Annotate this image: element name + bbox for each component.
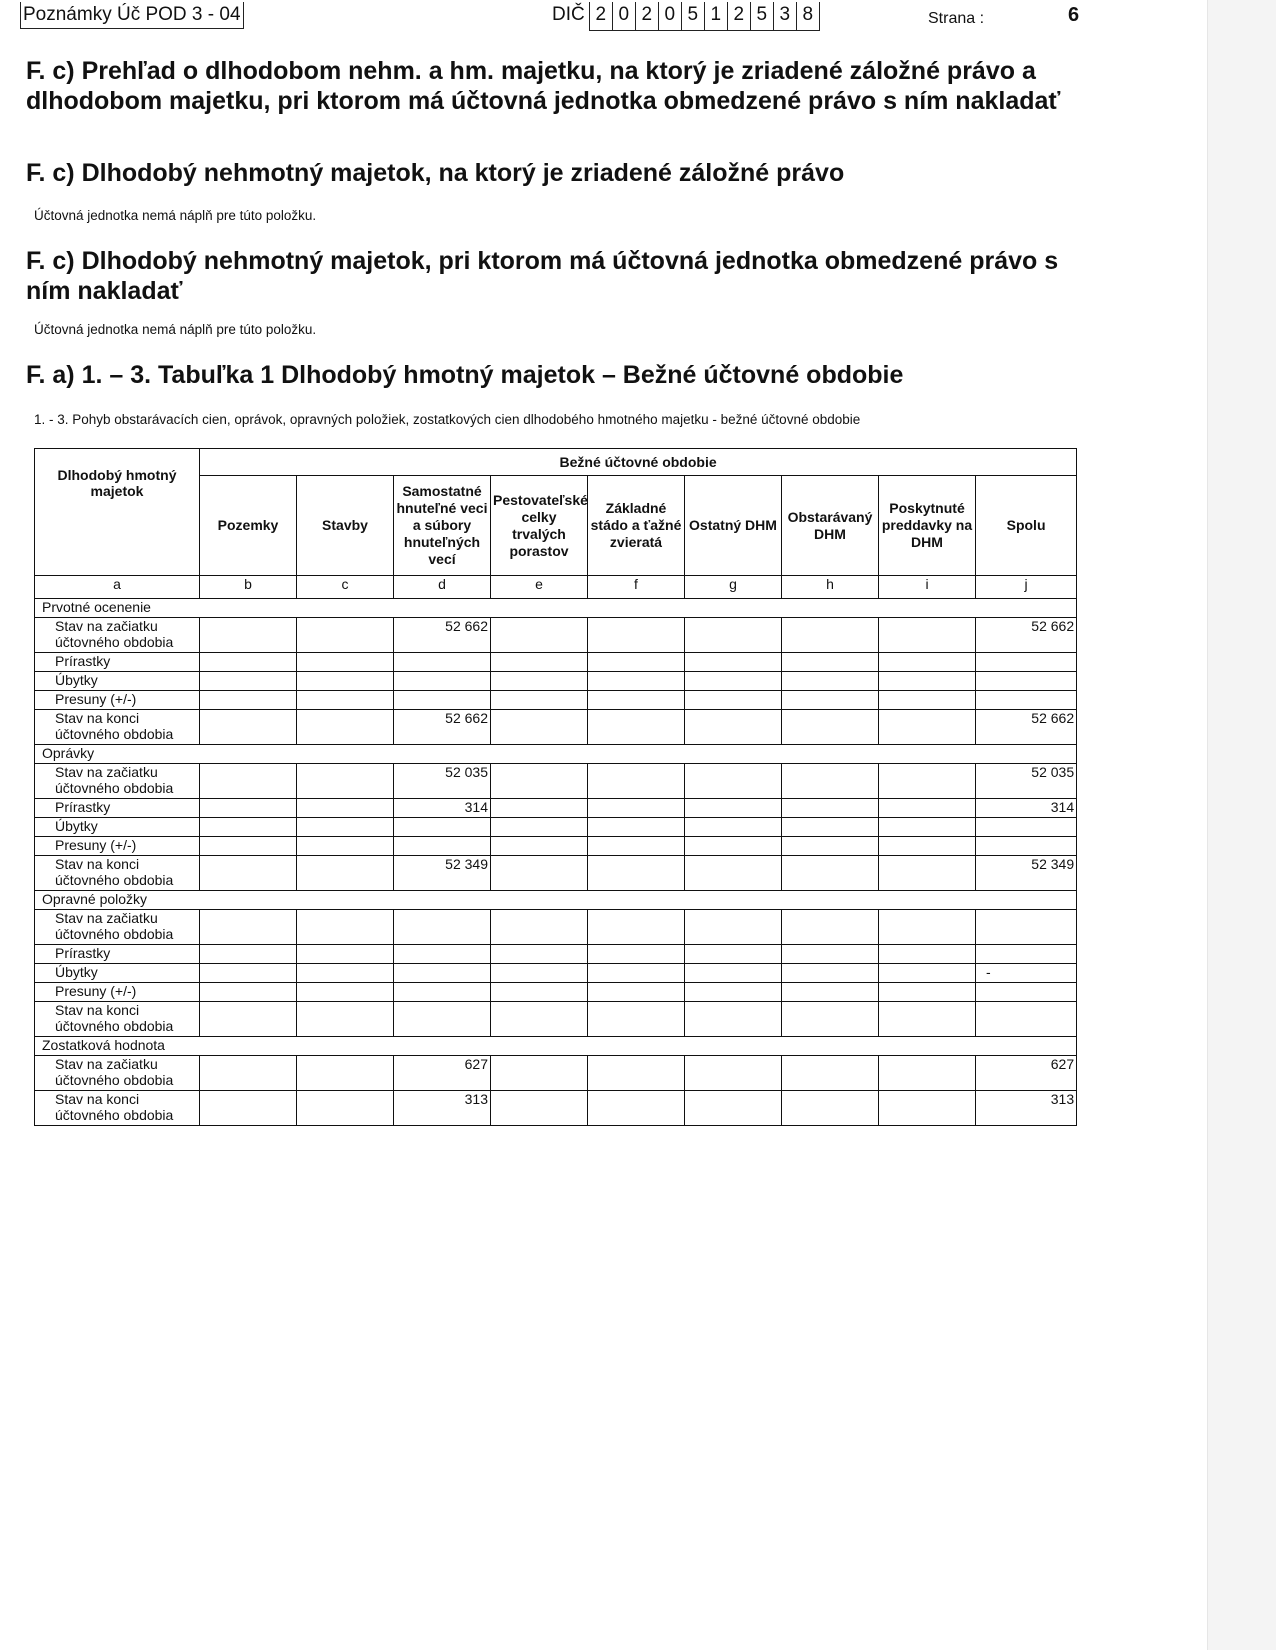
cell-h [782,799,879,818]
cell-d: 52 349 [394,856,491,891]
cell-d [394,672,491,691]
page-number: 6 [1068,4,1080,26]
cell-i [879,618,976,653]
table-row [35,945,1077,964]
cell-c [297,1091,394,1126]
table-row [35,653,1077,672]
cell-b [200,1091,297,1126]
cell-c [297,945,394,964]
cell-d: 313 [394,1091,491,1126]
cell-j: 52 035 [976,764,1077,799]
cell-e [491,1056,588,1091]
cell-g [685,653,782,672]
cell-i [879,691,976,710]
cell-j: 52 662 [976,710,1077,745]
cell-c [297,910,394,945]
column-letter: g [685,576,782,599]
dic-digit: 0 [659,2,682,30]
fa-table-title: F. a) 1. – 3. Tabuľka 1 Dlhodobý hmotný majetok – Bežné účtovné obdobie [26,361,904,389]
cell-g [685,799,782,818]
cell-j [976,672,1077,691]
cell-h [782,837,879,856]
cell-d: 52 662 [394,710,491,745]
cell-d [394,837,491,856]
cell-j [976,653,1077,672]
column-header: Stavby [297,476,394,576]
table-row [35,910,1077,945]
column-letter: a [35,576,200,599]
table-row [35,1002,1077,1037]
row-label: Stav na začiatku účtovného obdobia [35,910,200,945]
cell-i [879,964,976,983]
cell-j [976,691,1077,710]
cell-g [685,618,782,653]
cell-h [782,964,879,983]
cell-g [685,856,782,891]
cell-j [976,910,1077,945]
cell-c [297,818,394,837]
dic-digit: 0 [613,2,636,30]
dic-digit: 2 [636,2,659,30]
row-label: Prírastky [35,799,200,818]
cell-h [782,691,879,710]
column-header: Samostatné hnuteľné veci a súbory hnuteľných vecí [394,476,491,576]
table-row [35,1091,1077,1126]
column-letter: f [588,576,685,599]
cell-b [200,653,297,672]
table-row [35,964,1077,983]
cell-c [297,618,394,653]
cell-h [782,910,879,945]
cell-f [588,983,685,1002]
cell-d [394,983,491,1002]
cell-g [685,983,782,1002]
column-letter: j [976,576,1077,599]
section-title: Oprávky [35,745,1077,764]
table-row [35,818,1077,837]
fc-pledge-title: F. c) Dlhodobý nehmotný majetok, na ktorý je zriadené záložné právo [26,159,845,187]
cell-g [685,910,782,945]
cell-e [491,799,588,818]
column-header: Ostatný DHM [685,476,782,576]
cell-f [588,799,685,818]
cell-j: 313 [976,1091,1077,1126]
cell-h [782,1002,879,1037]
cell-h [782,945,879,964]
cell-h [782,618,879,653]
cell-d: 52 035 [394,764,491,799]
fa-table-subtitle: 1. - 3. Pohyb obstarávacích cien, oprávok, opravných položiek, zostatkových cien dlhodobého hmotného majetku - bežné účtovné obdobie [34,412,861,427]
period-header: Bežné účtovné obdobie [200,449,1077,476]
table-row [35,856,1077,891]
row-label: Stav na začiatku účtovného obdobia [35,618,200,653]
dic-digit: 1 [705,2,728,30]
table-row [35,672,1077,691]
dic-label: DIČ [552,4,585,25]
cell-g [685,710,782,745]
cell-i [879,910,976,945]
cell-c [297,764,394,799]
cell-d [394,691,491,710]
dic-digit: 5 [751,2,774,30]
cell-g [685,691,782,710]
cell-e [491,764,588,799]
cell-g [685,1002,782,1037]
cell-i [879,764,976,799]
column-letter: e [491,576,588,599]
cell-j [976,837,1077,856]
table-row [35,764,1077,799]
dic-digit: 2 [728,2,751,30]
cell-f [588,653,685,672]
cell-c [297,1056,394,1091]
dic-digit: 8 [797,2,820,30]
form-title: Poznámky Úč POD 3 - 04 [20,2,244,29]
cell-e [491,672,588,691]
column-letter: d [394,576,491,599]
row-label: Prírastky [35,945,200,964]
cell-e [491,1002,588,1037]
row-label: Stav na konci účtovného obdobia [35,710,200,745]
cell-f [588,1002,685,1037]
cell-g [685,945,782,964]
column-letter: c [297,576,394,599]
cell-g [685,1056,782,1091]
cell-e [491,856,588,891]
corner-header: Dlhodobý hmotný majetok [35,449,200,576]
cell-c [297,856,394,891]
cell-b [200,983,297,1002]
column-letter: b [200,576,297,599]
cell-h [782,672,879,691]
cell-j: 314 [976,799,1077,818]
cell-e [491,618,588,653]
row-label: Prírastky [35,653,200,672]
cell-c [297,983,394,1002]
cell-b [200,1056,297,1091]
cell-b [200,691,297,710]
cell-f [588,964,685,983]
cell-f [588,856,685,891]
cell-h [782,653,879,672]
cell-e [491,1091,588,1126]
page-header [0,0,1276,34]
cell-i [879,818,976,837]
row-label: Úbytky [35,672,200,691]
cell-i [879,856,976,891]
cell-f [588,837,685,856]
row-label: Stav na konci účtovného obdobia [35,856,200,891]
cell-b [200,764,297,799]
row-label: Presuny (+/-) [35,983,200,1002]
scan-edge [1207,0,1276,1650]
cell-b [200,945,297,964]
fc-pledge-note: Účtovná jednotka nemá náplň pre túto položku. [34,208,317,223]
cell-b [200,618,297,653]
cell-b [200,672,297,691]
cell-g [685,837,782,856]
cell-i [879,672,976,691]
cell-b [200,856,297,891]
column-header: Pozemky [200,476,297,576]
cell-e [491,964,588,983]
cell-j [976,983,1077,1002]
dic-digit: 3 [774,2,797,30]
cell-h [782,1091,879,1126]
cell-b [200,837,297,856]
row-label: Stav na začiatku účtovného obdobia [35,1056,200,1091]
cell-d [394,910,491,945]
cell-h [782,1056,879,1091]
row-label: Stav na konci účtovného obdobia [35,1002,200,1037]
cell-j: 627 [976,1056,1077,1091]
fc-overview-title: F. c) Prehľad o dlhodobom nehm. a hm. majetku, na ktorý je zriadené záložné právo a dlhodobom majetku, pri ktorom má účtovná jednotka obmedzené právo s ním nakladať [26,57,1061,115]
row-label: Stav na začiatku účtovného obdobia [35,764,200,799]
row-label: Presuny (+/-) [35,691,200,710]
column-header: Pestovateľské celky trvalých porastov [491,476,588,576]
row-label: Úbytky [35,964,200,983]
column-header: Základné stádo a ťažné zvieratá [588,476,685,576]
cell-f [588,691,685,710]
cell-d [394,964,491,983]
strana-label: Strana : [928,10,985,27]
cell-f [588,1091,685,1126]
dic-field [552,2,820,31]
cell-h [782,764,879,799]
cell-i [879,945,976,964]
cell-d: 627 [394,1056,491,1091]
cell-j [976,818,1077,837]
column-letter: h [782,576,879,599]
cell-c [297,799,394,818]
cell-j: 52 349 [976,856,1077,891]
column-header: Spolu [976,476,1077,576]
cell-i [879,1056,976,1091]
cell-d [394,818,491,837]
fc-restricted-title: F. c) Dlhodobý nehmotný majetok, pri ktorom má účtovná jednotka obmedzené právo s ním nakladať [26,247,1059,305]
cell-j: - [976,964,1077,983]
cell-d [394,1002,491,1037]
column-header: Obstarávaný DHM [782,476,879,576]
dic-digit: 5 [682,2,705,30]
cell-h [782,818,879,837]
cell-e [491,818,588,837]
dic-digits [589,2,820,31]
cell-f [588,672,685,691]
cell-h [782,983,879,1002]
dic-digit: 2 [590,2,613,30]
cell-d [394,945,491,964]
cell-e [491,837,588,856]
cell-e [491,983,588,1002]
cell-d: 52 662 [394,618,491,653]
row-label: Stav na konci účtovného obdobia [35,1091,200,1126]
table-row [35,691,1077,710]
cell-f [588,945,685,964]
cell-f [588,764,685,799]
cell-d: 314 [394,799,491,818]
row-label: Presuny (+/-) [35,837,200,856]
cell-b [200,964,297,983]
cell-c [297,1002,394,1037]
cell-b [200,910,297,945]
cell-f [588,1056,685,1091]
cell-i [879,799,976,818]
cell-g [685,818,782,837]
cell-g [685,1091,782,1126]
cell-g [685,672,782,691]
table-row [35,1056,1077,1091]
cell-e [491,710,588,745]
cell-i [879,837,976,856]
cell-c [297,837,394,856]
table-row [35,618,1077,653]
table-row [35,710,1077,745]
cell-c [297,710,394,745]
table-row [35,837,1077,856]
cell-j [976,1002,1077,1037]
fc-restricted-note: Účtovná jednotka nemá náplň pre túto položku. [34,322,317,337]
cell-h [782,856,879,891]
section-title: Prvotné ocenenie [35,599,1077,618]
cell-e [491,945,588,964]
cell-f [588,818,685,837]
cell-i [879,1002,976,1037]
table-row [35,983,1077,1002]
cell-c [297,672,394,691]
cell-i [879,710,976,745]
cell-e [491,910,588,945]
cell-c [297,653,394,672]
cell-e [491,691,588,710]
cell-i [879,653,976,672]
cell-j [976,945,1077,964]
column-letter: i [879,576,976,599]
section-title: Zostatková hodnota [35,1037,1077,1056]
cell-j: 52 662 [976,618,1077,653]
cell-b [200,1002,297,1037]
cell-b [200,710,297,745]
cell-b [200,799,297,818]
cell-g [685,964,782,983]
cell-h [782,710,879,745]
cell-i [879,983,976,1002]
row-label: Úbytky [35,818,200,837]
cell-c [297,964,394,983]
cell-f [588,618,685,653]
cell-e [491,653,588,672]
cell-c [297,691,394,710]
dhm-table [34,448,1077,1126]
cell-d [394,653,491,672]
cell-i [879,1091,976,1126]
cell-f [588,710,685,745]
cell-b [200,818,297,837]
section-title: Opravné položky [35,891,1077,910]
column-header: Poskytnuté preddavky na DHM [879,476,976,576]
cell-g [685,764,782,799]
cell-f [588,910,685,945]
table-row [35,799,1077,818]
